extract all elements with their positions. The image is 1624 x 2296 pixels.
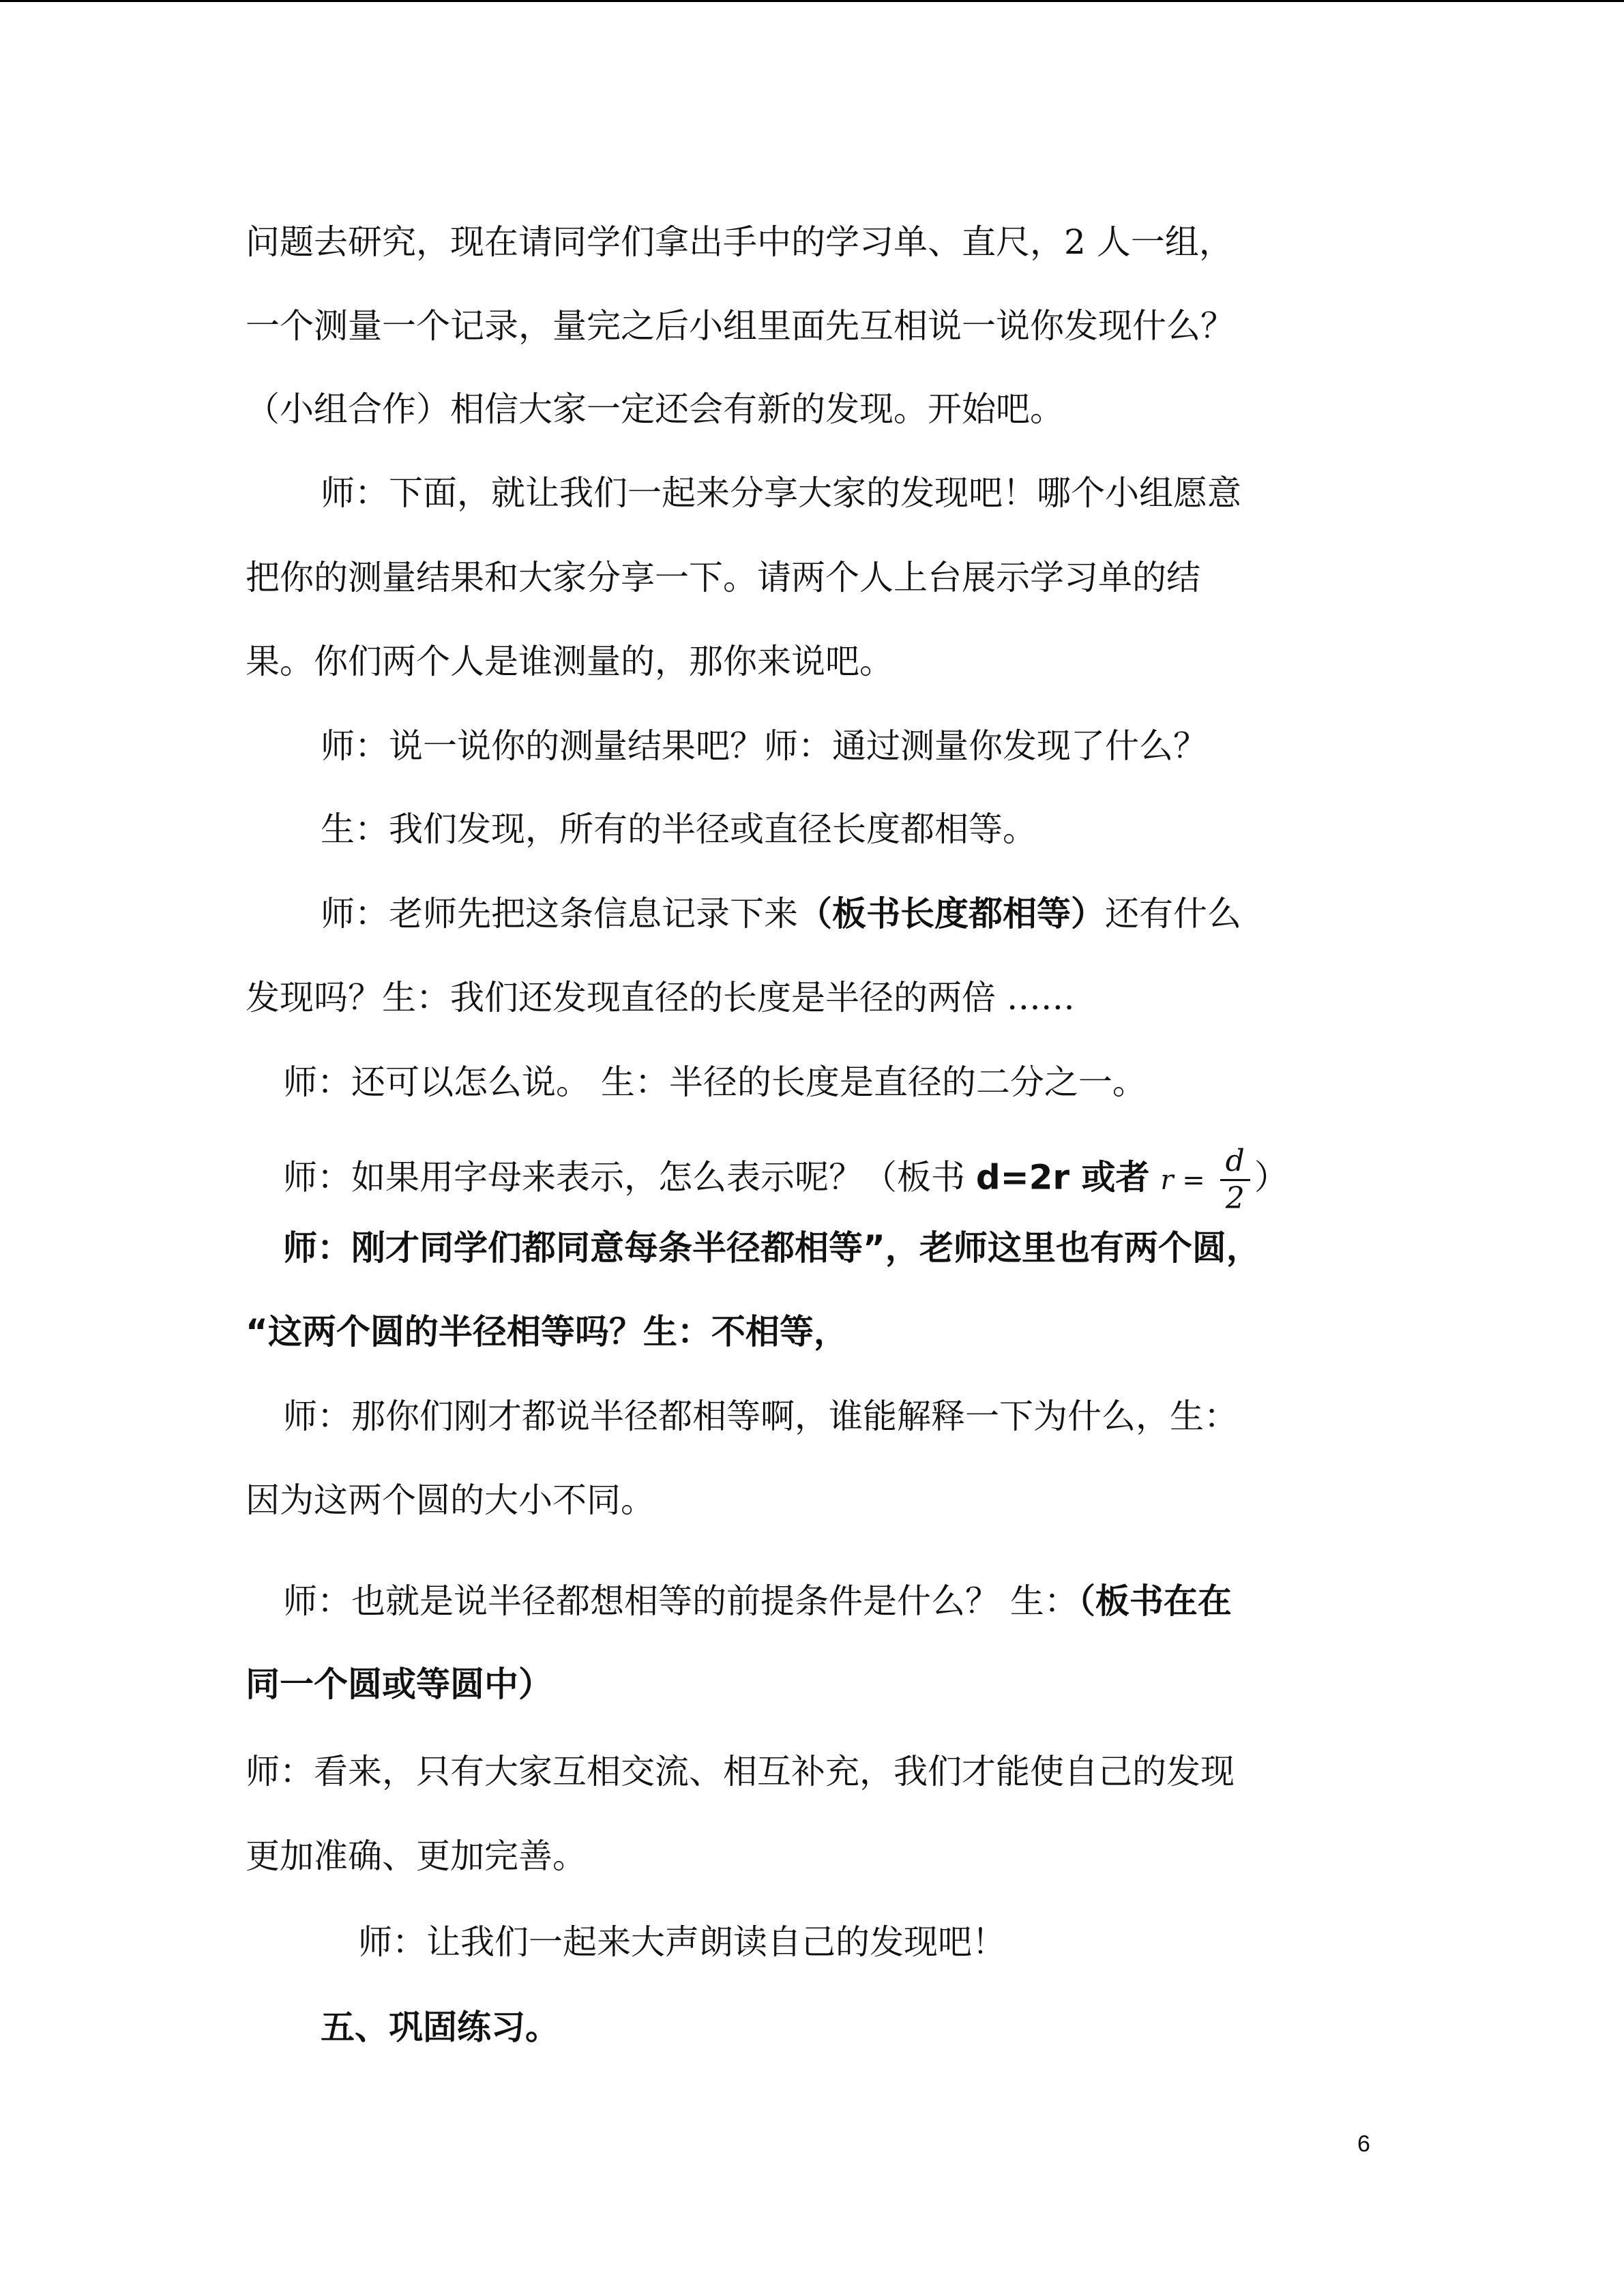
text-line-12 <box>283 1144 1443 1217</box>
formula-r: r = <box>1160 1164 1205 1196</box>
text-line-20: 更加准确、更加完善。 <box>246 1836 587 1876</box>
bold-text: 师：刚才同学们都同意每条半径都相等”，老师这里也有两个圆， <box>283 1228 1260 1268</box>
text-line-1: 问题去研究，现在请同学们拿出手中的学习单、直尺，2 人一组， <box>246 222 1233 262</box>
board-writing: （板书长度都相等） <box>798 894 1105 934</box>
text-line-5: 把你的测量结果和大家分享一下。请两个人上台展示学习单的结 <box>246 558 1200 597</box>
bold-text: “这两个圆的半径相等吗？生：不相等， <box>246 1312 848 1352</box>
text-line-7: 师：说一说你的测量结果吧？师：通过测量你发现了什么？ <box>321 726 1207 766</box>
section-heading <box>321 2007 1480 2048</box>
text-segment: 师：老师先把这条信息记录下来 <box>321 894 798 934</box>
text-line-2: 一个测量一个记录，量完之后小组里面先互相说一说你发现什么？ <box>246 306 1235 346</box>
text-segment: ） <box>1254 1157 1288 1197</box>
text-line-9 <box>321 893 1480 934</box>
text-line-8: 生：我们发现，所有的半径或直径长度都相等。 <box>321 809 1037 849</box>
text-line-16: 因为这两个圆的大小不同。 <box>246 1480 655 1520</box>
text-segment: 还有什么 <box>1105 894 1241 934</box>
fraction <box>1220 1144 1250 1217</box>
text-line-6: 果。你们两个人是谁测量的，那你来说吧。 <box>246 642 894 681</box>
fraction-denominator: 2 <box>1225 1181 1245 1216</box>
page-number: 6 <box>1357 2131 1370 2157</box>
text-line-4: 师：下面，就让我们一起来分享大家的发现吧！哪个小组愿意 <box>321 473 1241 513</box>
text-line-14 <box>246 1311 1405 1352</box>
board-writing: 同一个圆或等圆中） <box>246 1665 552 1704</box>
text-line-15: 师：那你们刚才都说半径都相等啊，谁能解释一下为什么，生： <box>283 1397 1238 1436</box>
board-writing: d=2r 或者 <box>975 1157 1150 1197</box>
text-line-10: 发现吗？生：我们还发现直径的长度是半径的两倍 …… <box>246 978 1075 1017</box>
heading-text: 五、巩固练习。 <box>321 2008 559 2047</box>
text-line-17 <box>283 1581 1443 1622</box>
fraction-numerator: d <box>1220 1144 1250 1181</box>
text-line-21: 师：让我们一起来大声朗读自己的发现吧！ <box>358 1922 1006 1962</box>
text-line-19: 师：看来，只有大家互相交流、相互补充，我们才能使自己的发现 <box>246 1752 1235 1791</box>
text-line-13 <box>283 1227 1443 1268</box>
text-segment: 师：也就是说半径都想相等的前提条件是什么？ 生： <box>283 1581 1078 1621</box>
text-line-3: （小组合作）相信大家一定还会有新的发现。开始吧。 <box>246 389 1064 429</box>
text-line-18 <box>246 1664 1405 1705</box>
text-segment: 师：如果用字母来表示，怎么表示呢？（板书 <box>283 1157 976 1197</box>
top-border <box>0 0 1624 2</box>
board-writing: （板书在在 <box>1078 1581 1232 1621</box>
text-line-11: 师：还可以怎么说。 生：半径的长度是直径的二分之一。 <box>283 1062 1147 1102</box>
